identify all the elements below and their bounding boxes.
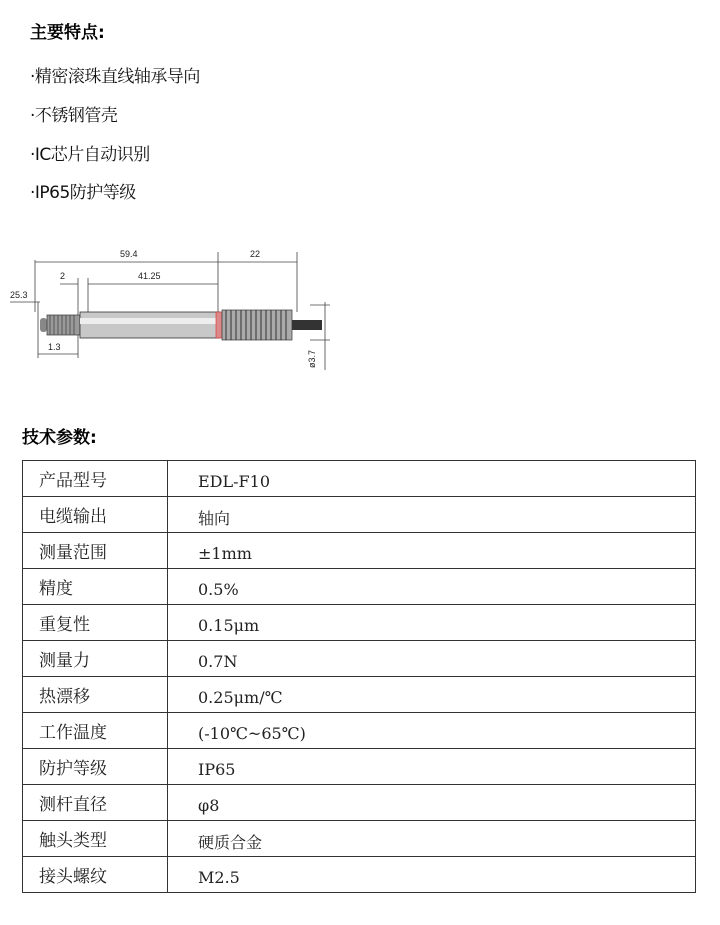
param-label: 热漂移: [23, 677, 168, 713]
table-row: [23, 713, 696, 749]
param-label: 触头类型: [23, 821, 168, 857]
params-heading: 技术参数:: [22, 428, 97, 448]
feature-item-housing: ·不锈钢管壳: [30, 106, 118, 126]
table-row: [23, 605, 696, 641]
probe-tip: [40, 318, 47, 332]
param-value: (-10℃~65℃): [168, 713, 696, 749]
param-value: φ8: [168, 785, 696, 821]
param-label: 电缆输出: [23, 497, 168, 533]
param-value: 0.15μm: [168, 605, 696, 641]
param-label: 接头螺纹: [23, 857, 168, 893]
param-value: 0.5%: [168, 569, 696, 605]
param-label: 产品型号: [23, 461, 168, 497]
param-value: 0.7N: [168, 641, 696, 677]
feature-item-ic-chip: ·IC芯片自动识别: [30, 145, 150, 165]
table-row: [23, 641, 696, 677]
feature-item-bearing: ·精密滚珠直线轴承导向: [30, 67, 200, 87]
dim-thread: 22: [250, 249, 261, 259]
dim-tip: 1.3: [48, 342, 61, 352]
table-row: [23, 857, 696, 893]
table-row: [23, 461, 696, 497]
dim-left: 25.3: [10, 290, 28, 300]
dim-body: 41.25: [138, 271, 161, 281]
table-row: [23, 785, 696, 821]
dim-gap: 2: [60, 271, 66, 281]
param-label: 重复性: [23, 605, 168, 641]
table-row: [23, 749, 696, 785]
probe-cable: [292, 320, 322, 330]
table-row: [23, 821, 696, 857]
features-heading: 主要特点:: [30, 23, 105, 43]
param-value: M2.5: [168, 857, 696, 893]
dim-overall: 59.4: [120, 249, 138, 259]
param-value: EDL-F10: [168, 461, 696, 497]
param-label: 测量力: [23, 641, 168, 677]
param-value: IP65: [168, 749, 696, 785]
table-row: [23, 569, 696, 605]
dim-diameter: ø3.7: [307, 349, 317, 368]
param-value: ±1mm: [168, 533, 696, 569]
params-table: [22, 460, 696, 893]
param-label: 精度: [23, 569, 168, 605]
param-label: 测杆直径: [23, 785, 168, 821]
table-row: [23, 533, 696, 569]
param-label: 工作温度: [23, 713, 168, 749]
feature-item-ip65: ·IP65防护等级: [30, 183, 136, 203]
param-label: 测量范围: [23, 533, 168, 569]
param-value: 轴向: [168, 497, 696, 533]
param-label: 防护等级: [23, 749, 168, 785]
param-value: 0.25μm/℃: [168, 677, 696, 713]
table-row: [23, 677, 696, 713]
probe-dimension-drawing: [10, 240, 340, 380]
table-row: [23, 497, 696, 533]
param-value: 硬质合金: [168, 821, 696, 857]
probe-body: [80, 312, 220, 338]
